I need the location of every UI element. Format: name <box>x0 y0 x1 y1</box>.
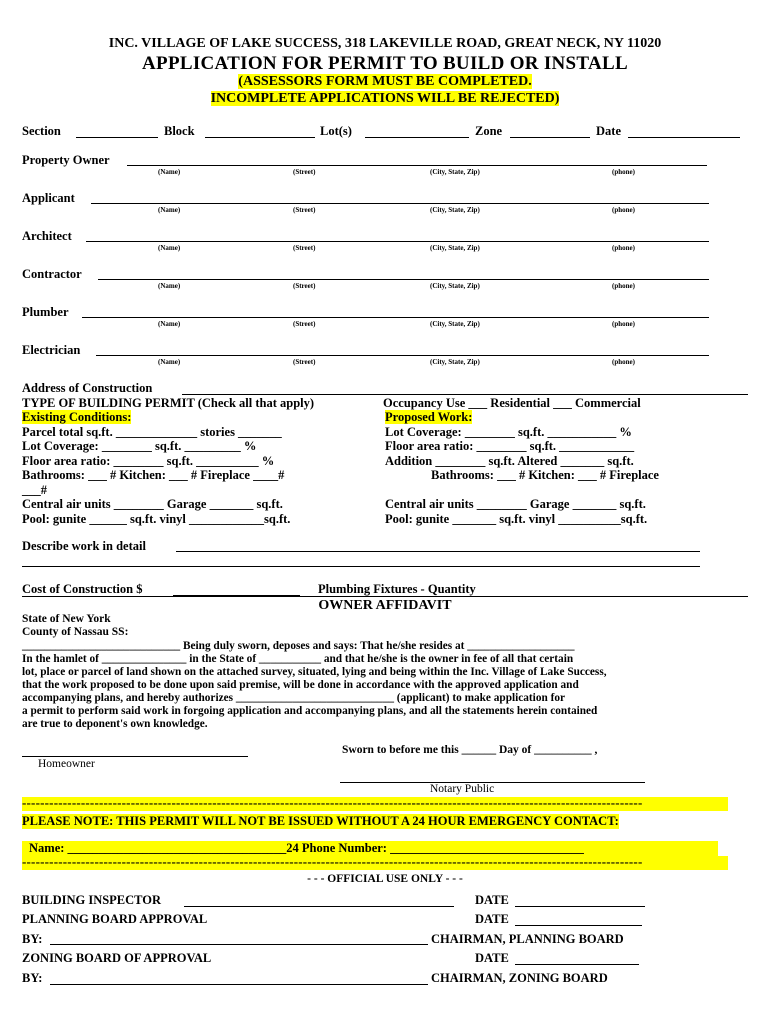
inspector-label: BUILDING INSPECTOR <box>22 893 162 907</box>
warning-2: INCOMPLETE APPLICATIONS WILL BE REJECTED) <box>210 91 560 106</box>
date-label: DATE <box>475 951 509 965</box>
block-field[interactable] <box>205 137 315 138</box>
affidavit-line: that the work proposed to be done upon said premise, will be done in accordance with the approved application and <box>22 679 579 691</box>
sworn-line[interactable]: Sworn to before me this ______ Day of __________ , <box>342 744 598 756</box>
party-label: Electrician <box>22 343 81 357</box>
architect-field[interactable] <box>86 241 709 242</box>
affidavit-venue: State of New York County of Nassau SS: <box>22 613 129 638</box>
sub-city: (City, State, Zip) <box>430 320 480 328</box>
existing-line[interactable]: Pool: gunite ______ sq.ft. vinyl ____________sq.ft. <box>22 511 291 526</box>
sub-city: (City, State, Zip) <box>430 282 480 290</box>
affidavit-body <box>22 640 607 731</box>
date-label: DATE <box>475 893 509 907</box>
affidavit-line: are true to deponent's own knowledge. <box>22 718 208 730</box>
address-field[interactable] <box>182 394 748 395</box>
sub-city: (City, State, Zip) <box>430 244 480 252</box>
contractor-field[interactable] <box>98 279 709 280</box>
existing-heading: Existing Conditions: <box>22 410 132 424</box>
inspector-date-field[interactable] <box>515 906 645 907</box>
address-label: Address of Construction <box>22 381 153 395</box>
date-label: DATE <box>475 912 509 926</box>
proposed-line[interactable]: Floor area ratio: ________ sq.ft. ____________ <box>385 439 635 453</box>
electrician-field[interactable] <box>96 355 709 356</box>
proposed-line[interactable]: Bathrooms: ___ # Kitchen: ___ # Fireplace <box>431 468 659 482</box>
sub-street: (Street) <box>293 320 316 328</box>
permit-type-label: TYPE OF BUILDING PERMIT (Check all that apply) <box>22 396 315 410</box>
plumbing-label: Plumbing Fixtures - Quantity <box>318 582 476 596</box>
zone-label: Zone <box>475 124 503 138</box>
occupancy-label[interactable]: Occupancy Use ___ Residential ___ Commercial <box>383 396 641 410</box>
proposed-line[interactable]: Central air units ________ Garage _______ sq.ft. <box>385 497 646 511</box>
affidavit-line: lot, place or parcel of land shown on the attached survey, situated, lying and being within the Inc. Village of Lake Success, <box>22 666 607 678</box>
planning-date-field[interactable] <box>515 925 642 926</box>
sub-name: (Name) <box>158 320 181 328</box>
sub-street: (Street) <box>293 244 316 252</box>
sub-name: (Name) <box>158 358 181 366</box>
by-label: BY: <box>22 971 43 985</box>
proposed-line[interactable]: Lot Coverage: ________ sq.ft. ___________ % <box>385 424 632 439</box>
affidavit-title: OWNER AFFIDAVIT <box>318 598 452 613</box>
sub-phone: (phone) <box>612 358 635 366</box>
homeowner-signature[interactable] <box>22 756 248 757</box>
planning-label: PLANNING BOARD APPROVAL <box>22 912 208 926</box>
zoning-by-field[interactable] <box>50 984 428 985</box>
page-title: APPLICATION FOR PERMIT TO BUILD OR INSTALL <box>142 53 628 74</box>
homeowner-label: Homeowner <box>38 758 95 770</box>
affidavit-line[interactable]: accompanying plans, and hereby authorizes ____________________________ (applicant) to make application for <box>22 692 566 704</box>
sub-name: (Name) <box>158 282 181 290</box>
sub-phone: (phone) <box>612 168 635 176</box>
sub-city: (City, State, Zip) <box>430 358 480 366</box>
chair-planning-label: CHAIRMAN, PLANNING BOARD <box>431 932 624 946</box>
proposed-work <box>385 410 659 526</box>
planning-by-field[interactable] <box>50 944 428 945</box>
existing-line[interactable]: Parcel total sq.ft. _____________ stories _______ <box>22 424 282 439</box>
official-title: - - - OFFICIAL USE ONLY - - - <box>307 873 463 885</box>
existing-line[interactable]: Bathrooms: ___ # Kitchen: ___ # Fireplace ____# <box>22 468 285 482</box>
party-label: Plumber <box>22 305 69 319</box>
date-field[interactable] <box>628 137 740 138</box>
lots-field[interactable] <box>365 137 469 138</box>
affidavit-line: a permit to perform said work in forgoing application and accompanying plans, and all the statements herein contained <box>22 705 598 717</box>
affidavit-line[interactable]: In the hamlet of _______________ in the State of ___________ and that he/she is the owner in fee of all that certain <box>22 653 574 665</box>
sub-name: (Name) <box>158 168 181 176</box>
existing-conditions <box>22 410 290 526</box>
party-label: Applicant <box>22 191 75 205</box>
date-label: Date <box>596 124 621 138</box>
sub-name: (Name) <box>158 206 181 214</box>
sub-phone: (phone) <box>612 244 635 252</box>
plumber-field[interactable] <box>82 317 709 318</box>
owner-field[interactable] <box>127 165 707 166</box>
proposed-heading: Proposed Work: <box>385 410 473 424</box>
proposed-line[interactable]: Pool: gunite _______ sq.ft. vinyl __________sq.ft. <box>385 511 648 526</box>
describe-field-2[interactable] <box>22 566 700 567</box>
sub-street: (Street) <box>293 206 316 214</box>
sub-street: (Street) <box>293 358 316 366</box>
describe-field[interactable] <box>176 551 700 552</box>
dash-separator: ----------------------------------------------------------------------------------------------------------------------------------------- <box>22 797 728 811</box>
lots-label: Lot(s) <box>320 124 352 138</box>
existing-line[interactable]: Central air units ________ Garage _______ sq.ft. <box>22 497 283 511</box>
header-line: INC. VILLAGE OF LAKE SUCCESS, 318 LAKEVILLE ROAD, GREAT NECK, NY 11020 <box>108 36 662 51</box>
inspector-field[interactable] <box>184 906 454 907</box>
sub-street: (Street) <box>293 168 316 176</box>
describe-label: Describe work in detail <box>22 539 146 553</box>
zoning-label: ZONING BOARD OF APPROVAL <box>22 951 212 965</box>
party-label: Architect <box>22 229 72 243</box>
sub-phone: (phone) <box>612 320 635 328</box>
sub-city: (City, State, Zip) <box>430 168 480 176</box>
existing-line[interactable]: ___# <box>22 482 47 497</box>
sub-phone: (phone) <box>612 282 635 290</box>
sub-city: (City, State, Zip) <box>430 206 480 214</box>
sub-street: (Street) <box>293 282 316 290</box>
zoning-date-field[interactable] <box>515 964 639 965</box>
emergency-contact[interactable]: Name: ___________________________________24 Phone Number: _______________________________ <box>22 841 718 856</box>
warning-1: (ASSESSORS FORM MUST BE COMPLETED. <box>238 74 532 89</box>
divider <box>22 596 748 597</box>
section-label: Section <box>22 124 61 138</box>
affidavit-line[interactable]: ____________________________ Being duly sworn, deposes and says: That he/she resides at ___________________ <box>22 640 575 652</box>
section-field[interactable] <box>76 137 158 138</box>
existing-line[interactable]: Floor area ratio: ________ sq.ft. __________ % <box>22 453 275 468</box>
applicant-field[interactable] <box>91 203 709 204</box>
dash-separator: ----------------------------------------------------------------------------------------------------------------------------------------- <box>22 856 728 870</box>
proposed-line[interactable]: Addition ________ sq.ft. Altered _______ sq.ft. <box>385 453 634 468</box>
sub-phone: (phone) <box>612 206 635 214</box>
sub-name: (Name) <box>158 244 181 252</box>
party-label: Property Owner <box>22 153 110 167</box>
by-label: BY: <box>22 932 43 946</box>
notice-text: PLEASE NOTE: THIS PERMIT WILL NOT BE ISSUED WITHOUT A 24 HOUR EMERGENCY CONTACT: <box>22 814 619 828</box>
zone-field[interactable] <box>510 137 590 138</box>
cost-label: Cost of Construction $ <box>22 582 143 596</box>
party-label: Contractor <box>22 267 82 281</box>
notary-label: Notary Public <box>430 783 495 795</box>
block-label: Block <box>164 124 195 138</box>
existing-line[interactable]: Lot Coverage: ________ sq.ft. _________ % <box>22 439 257 453</box>
chair-zoning-label: CHAIRMAN, ZONING BOARD <box>431 971 608 985</box>
